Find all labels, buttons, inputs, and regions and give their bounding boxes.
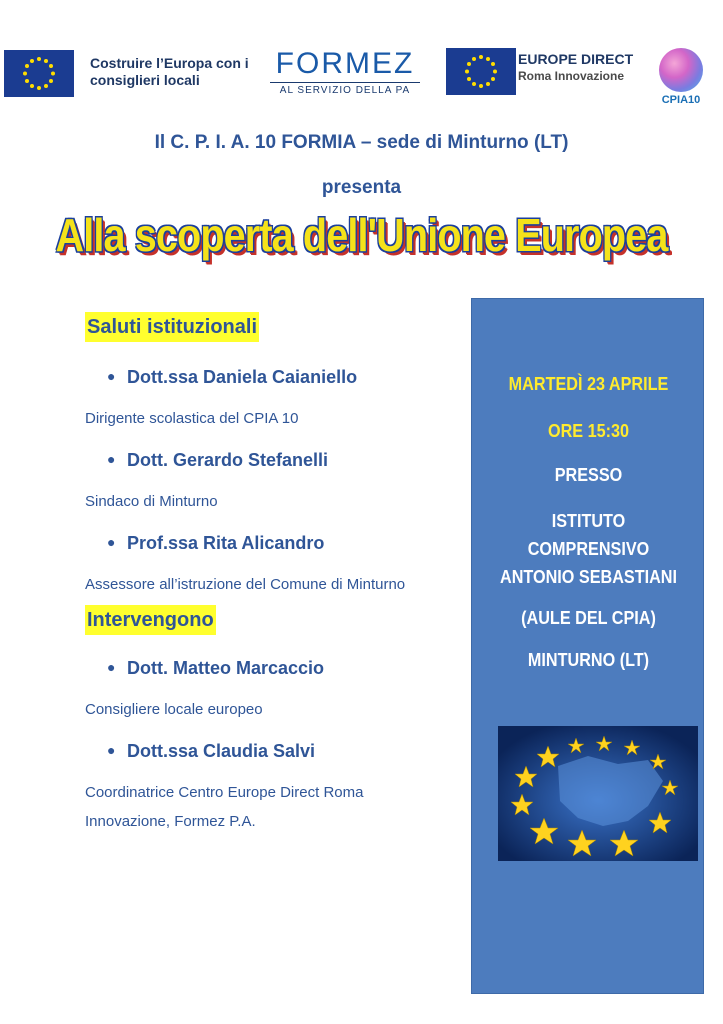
bullet-icon: ● [107, 659, 116, 675]
europe-direct-title: EUROPE DIRECT [518, 51, 634, 67]
speaker-name: ● Dott. Gerardo Stefanelli [107, 447, 465, 472]
eu-stars-map-icon [498, 726, 698, 861]
speaker-role: Consigliere locale europeo [85, 701, 263, 718]
bullet-icon: ● [107, 368, 116, 384]
venue-line-3: ANTONIO SEBASTIANI [499, 567, 678, 587]
formez-tagline: AL SERVIZIO DELLA PA [270, 82, 420, 96]
eu-flag-icon [4, 50, 74, 97]
logo-bar [0, 44, 723, 114]
europe-direct-sub: Roma Innovazione [518, 69, 625, 83]
event-info-panel [471, 298, 704, 994]
venue-line-2: COMPRENSIVO [527, 539, 650, 559]
section-speakers [85, 605, 465, 836]
section-heading: Intervengono [85, 605, 216, 635]
venue-rooms: (AULE DEL CPIA) [521, 608, 656, 628]
speaker-name: ● Prof.ssa Rita Alicandro [107, 530, 465, 555]
cpia-logo [656, 48, 706, 106]
formez-logo [270, 48, 420, 96]
venue-city: MINTURNO (LT) [527, 650, 650, 670]
speaker-role: Dirigente scolastica del CPIA 10 [85, 410, 299, 427]
presents-label: presenta [321, 177, 402, 198]
speaker-name: ● Dott.ssa Daniela Caianiello [107, 364, 465, 389]
europe-direct-label [518, 50, 648, 84]
speaker-role: Coordinatrice Centro Europe Direct Roma Innovazione, Formez P.A. [85, 784, 364, 830]
speaker-role: Assessore all’istruzione del Comune di Minturno [85, 576, 406, 593]
speaker-name: ● Dott. Matteo Marcaccio [107, 655, 465, 680]
formez-logo-text: FORMEZ [275, 47, 415, 80]
speaker-role: Sindaco di Minturno [85, 493, 218, 510]
bullet-icon: ● [107, 742, 116, 758]
section-heading: Saluti istituzionali [85, 312, 259, 342]
venue-at-label: PRESSO [554, 465, 623, 485]
speakers-column [85, 312, 465, 836]
organizer-line: Il C. P. I. A. 10 FORMIA – sede di Minturno (LT) [154, 132, 569, 153]
cpia-logo-icon [659, 48, 703, 92]
speaker-name: ● Dott.ssa Claudia Salvi [107, 738, 465, 763]
venue-line-1: ISTITUTO [551, 511, 626, 531]
bullet-icon: ● [107, 451, 116, 467]
eu-tagline: Costruire l’Europa con i consiglieri locali [90, 55, 249, 88]
cpia-logo-label: CPIA10 [661, 94, 701, 106]
bullet-icon: ● [107, 534, 116, 550]
event-title: Alla scoperta dell'Unione Europea [55, 209, 668, 261]
eu-flag-icon [446, 48, 516, 95]
event-date: MARTEDÌ 23 APRILE [508, 374, 669, 394]
event-time: ORE 15:30 [547, 421, 630, 441]
section-greetings [85, 312, 465, 599]
